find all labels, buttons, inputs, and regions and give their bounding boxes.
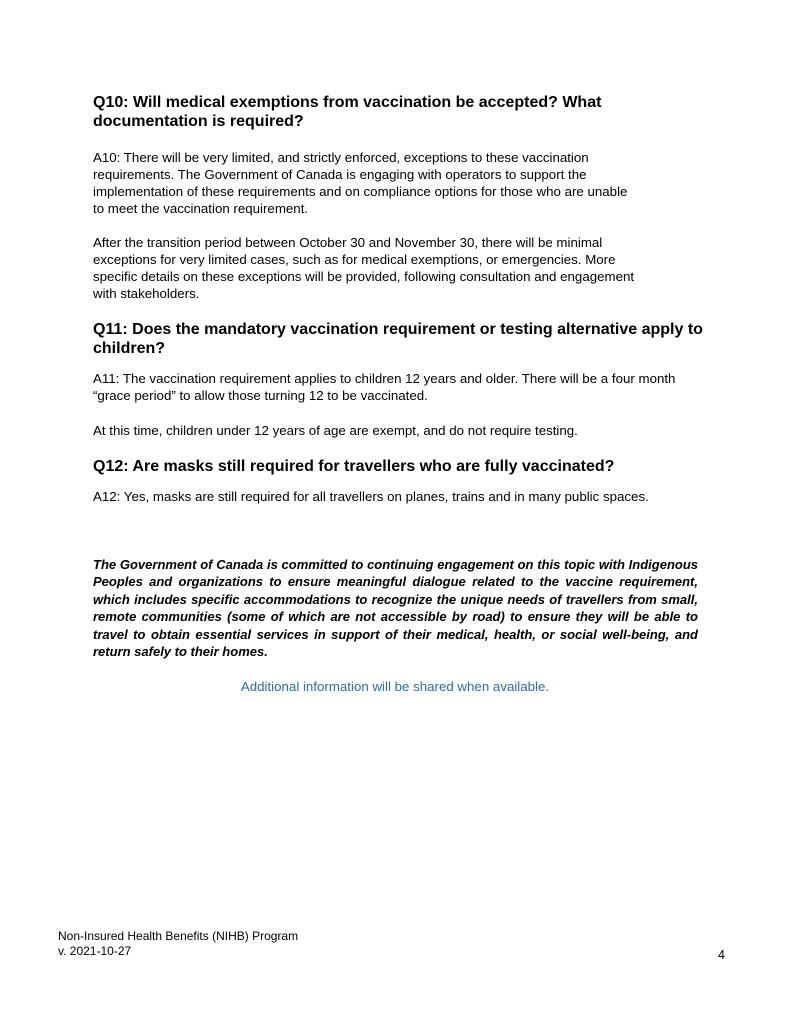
text-line: with stakeholders. — [93, 286, 200, 301]
answer-11-paragraph-2 — [93, 422, 578, 439]
answer-11-paragraph-1 — [93, 370, 675, 404]
question-12-heading — [93, 457, 614, 476]
commitment-statement: The Government of Canada is committed to continuing engagement on this topic with Indigenous Peoples and organizations to ensure meaningful dialogue related to the vaccine requirement, which includes specific accommodations to recognize the unique needs of travellers from small, remote communities (some of which are not accessible by road) to ensure they will be able to travel to obtain essential services in support of their medical, health, or social well-being, and return safely to their homes. — [93, 557, 698, 660]
heading-line: Q12: Are masks still required for travellers who are fully vaccinated? — [93, 458, 615, 475]
text-line: exceptions for very limited cases, such as for medical exemptions, or emergencies. More — [93, 252, 616, 267]
text-line: “grace period” to allow those turning 12 to be vaccinated. — [93, 388, 428, 403]
answer-10-paragraph-2 — [93, 234, 634, 302]
question-10-heading — [93, 93, 713, 131]
page-number: 4 — [718, 948, 725, 962]
additional-info-note: Additional information will be shared when available. — [240, 679, 550, 694]
text-line: to meet the vaccination requirement. — [93, 201, 309, 216]
text-line: requirements. The Government of Canada is engaging with operators to support the — [93, 167, 587, 182]
document-footer — [58, 929, 298, 959]
text-line: A10: There will be very limited, and strictly enforced, exceptions to these vaccination — [93, 150, 589, 165]
footer-program: Non-Insured Health Benefits (NIHB) Program — [58, 929, 299, 943]
answer-12-paragraph-1 — [93, 488, 649, 505]
question-11-heading — [93, 320, 753, 358]
text-line: A11: The vaccination requirement applies to children 12 years and older. There will be a four month — [93, 371, 676, 386]
text-line: A12: Yes, masks are still required for all travellers on planes, trains and in many public spaces. — [93, 489, 649, 504]
text-line: After the transition period between October 30 and November 30, there will be minimal — [93, 235, 603, 250]
heading-line: documentation is required? — [93, 113, 304, 130]
text-line: implementation of these requirements and on compliance options for those who are unable — [93, 184, 628, 199]
text-line: At this time, children under 12 years of age are exempt, and do not require testing. — [93, 423, 578, 438]
heading-line: children? — [93, 340, 166, 357]
footer-version: v. 2021-10-27 — [58, 944, 132, 958]
text-line: specific details on these exceptions will be provided, following consultation and engagement — [93, 269, 635, 284]
heading-line: Q11: Does the mandatory vaccination requirement or testing alternative apply to — [93, 321, 703, 338]
heading-line: Q10: Will medical exemptions from vaccination be accepted? What — [93, 94, 602, 111]
answer-10-paragraph-1 — [93, 149, 627, 217]
